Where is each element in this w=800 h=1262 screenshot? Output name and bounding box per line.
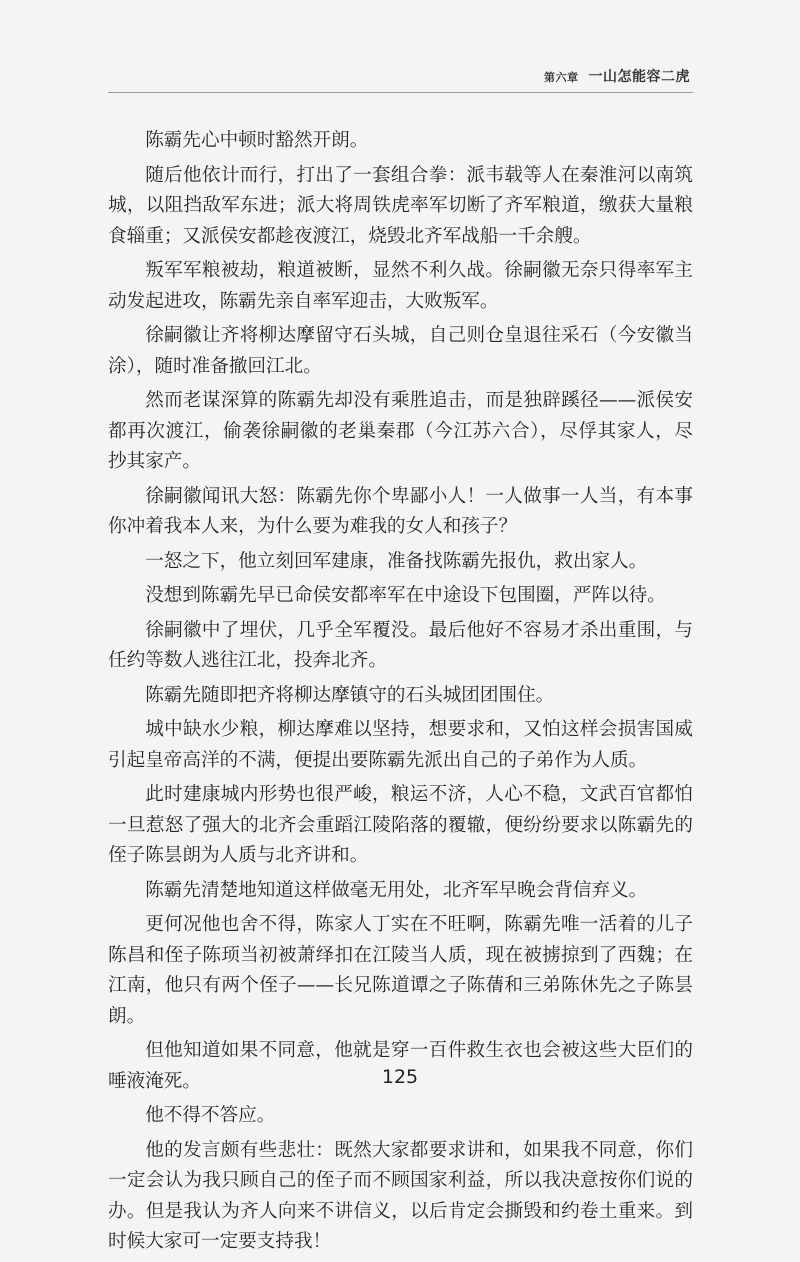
paragraph: 陈霸先随即把齐将柳达摩镇守的石头城团团围住。 [145, 684, 555, 706]
running-header [544, 66, 690, 86]
paragraph: 但他知道如果不同意，他就是穿一百件救生衣也会被这些大臣们的唾液淹死。 [108, 1040, 693, 1092]
body-text [108, 126, 693, 1262]
paragraph: 城中缺水少粮，柳达摩难以坚持，想要求和，又怕这样会损害国威引起皇帝高洋的不满，便提出要陈霸先派出自己的子弟作为人质。 [108, 719, 693, 771]
paragraph: 然而老谋深算的陈霸先却没有乘胜追击，而是独辟蹊径——派侯安都再次渡江，偷袭徐嗣徽的老巢秦郡（今江苏六合），尽俘其家人，尽抄其家产。 [108, 390, 693, 472]
paragraph: 随后他依计而行，打出了一套组合拳：派韦载等人在秦淮河以南筑城，以阻挡敌军东进；派大将周铁虎率军切断了齐军粮道，缴获大量粮食辎重；又派侯安都趁夜渡江，烧毁北齐军战船一千余艘。 [108, 164, 693, 247]
paragraph: 没想到陈霸先早已命侯安都率军在中途设下包围圈，严阵以待。 [145, 585, 666, 606]
paragraph: 徐嗣徽中了埋伏，几乎全军覆没。最后他好不容易才杀出重围，与任约等数人逃往江北，投奔北齐。 [108, 619, 693, 671]
paragraph: 他不得不答应。 [145, 1105, 276, 1126]
paragraph: 更何况他也舍不得，陈家人丁实在不旺啊，陈霸先唯一活着的儿子陈昌和侄子陈顼当初被萧绎扣在江陵当人质，现在被掳掠到了西魏；在江南，他只有两个侄子——长兄陈道谭之子陈蒨和三弟陈休先之子陈昙朗。 [108, 914, 693, 1027]
paragraph: 徐嗣徽闻讯大怒：陈霸先你个卑鄙小人！一人做事一人当，有本事你冲着我本人来，为什么要为难我的女人和孩子？ [108, 485, 693, 537]
paragraph: 徐嗣徽让齐将柳达摩留守石头城，自己则仓皇退往采石（今安徽当涂），随时准备撤回江北。 [108, 325, 693, 377]
paragraph: 陈霸先清楚地知道这样做毫无用处，北齐军早晚会背信弃义。 [145, 879, 648, 901]
paragraph: 一怒之下，他立刻回军建康，准备找陈霸先报仇，救出家人。 [145, 550, 648, 572]
page-number: 125 [381, 1066, 419, 1088]
paragraph: 此时建康城内形势也很严峻，粮运不济，人心不稳，文武百官都怕一旦惹怒了强大的北齐会重蹈江陵陷落的覆辙，便纷纷要求以陈霸先的侄子陈昙朗为人质与北齐讲和。 [108, 784, 693, 866]
paragraph: 叛军军粮被劫，粮道被断，显然不利久战。徐嗣徽无奈只得率军主动发起进攻，陈霸先亲自率军迎击，大败叛军。 [108, 260, 693, 312]
paragraph: 陈霸先心中顿时豁然开朗。 [145, 130, 369, 151]
paragraph: 他的发言颇有些悲壮：既然大家都要求讲和，如果我不同意，你们一定会认为我只顾自己的侄子而不顾国家利益，所以我决意按你们说的办。但是我认为齐人向来不讲信义，以后肯定会撕毁和约卷土重来。到时候大家可一定要支持我！ [108, 1139, 693, 1252]
header-rule [108, 92, 693, 93]
chapter-title: 一山怎能容二虎 [588, 69, 690, 85]
chapter-label: 第六章 [544, 71, 579, 84]
